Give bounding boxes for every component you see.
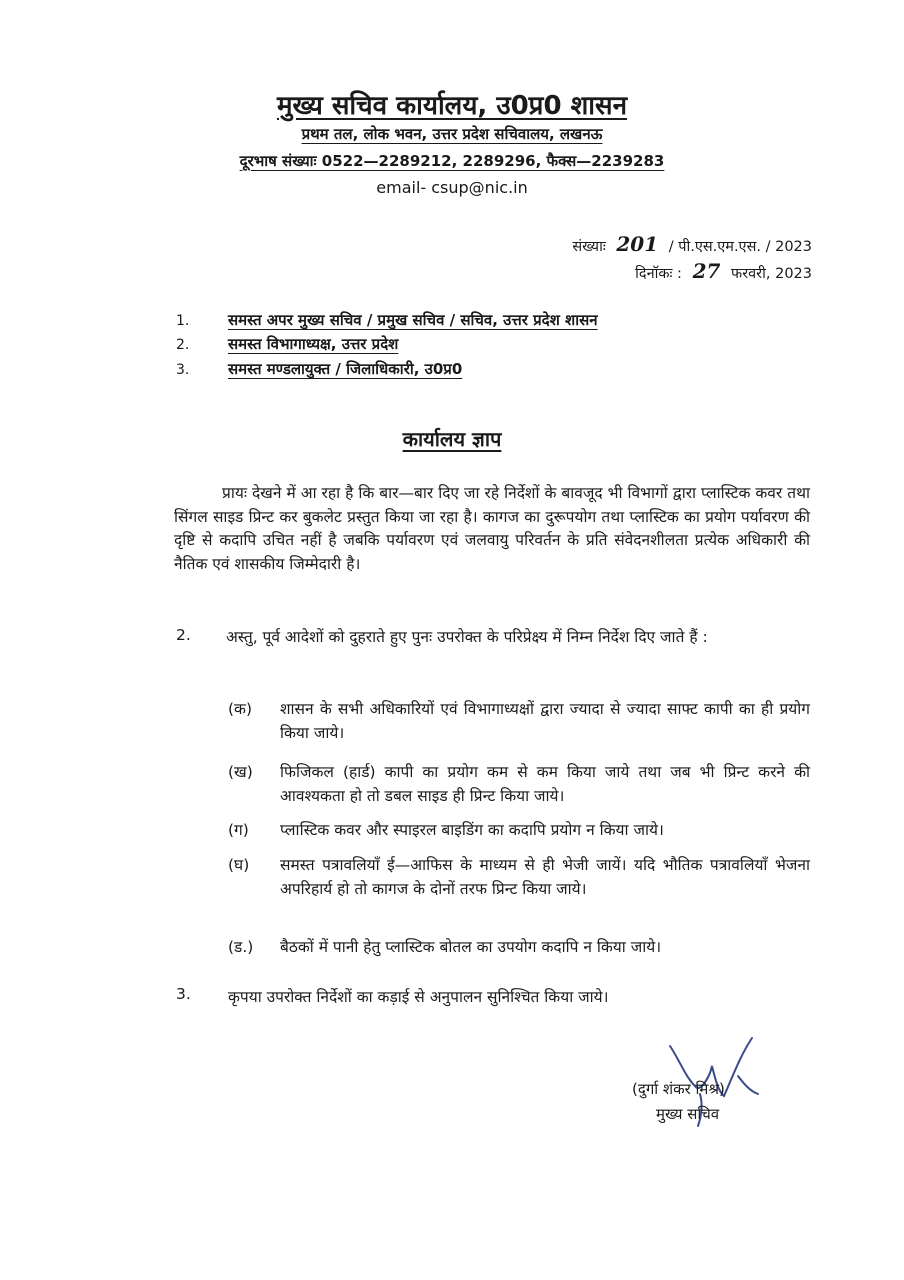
reference-number-handwritten: 201 (616, 232, 659, 256)
instruction-label: (क) (228, 700, 252, 718)
paragraph-2: अस्तु, पूर्व आदेशों को दुहराते हुए पुनः उपरोक्त के परिप्रेक्ष्य में निम्न निर्देश दिए जाते हैं : (226, 628, 708, 646)
signatory-name: (दुर्गा शंकर मिश्र) (632, 1080, 725, 1098)
office-address: प्रथम तल, लोक भवन, उत्तर प्रदेश सचिवालय, लखनऊ (301, 125, 603, 143)
paragraph-3: कृपया उपरोक्त निर्देशों का कड़ाई से अनुपालन सुनिश्चित किया जाये। (228, 988, 609, 1006)
reference-date (635, 259, 812, 283)
addressee-number: 1. (176, 313, 190, 329)
instruction-text: प्लास्टिक कवर और स्पाइरल बाइडिंग का कदापि प्रयोग न किया जाये। (280, 821, 664, 839)
instruction-label: (ड.) (228, 938, 254, 956)
signatory-designation: मुख्य सचिव (656, 1105, 720, 1123)
instruction-label: (घ) (228, 856, 250, 874)
paragraph-1: प्रायः देखने में आ रहा है कि बार—बार दिए जा रहे निर्देशों के बावजूद भी विभागों द्वारा प्लास्टिक कवर तथा सिंगल साइड प्रिन्ट कर बुकलेट प्रस्तुत किया जा रहा है। कागज का दुरूपयोग तथा प्लास्टिक का प्रयोग पर्यावरण की दृष्टि से कदापि उचित नहीं है जबकि पर्यावरण एवं जलवायु परिवर्तन के प्रति संवेदनशीलता प्रत्येक अधिकारी की नैतिक एवं शासकीय जिम्मेदारी है। (174, 484, 810, 573)
paragraph-2-number: 2. (176, 626, 191, 644)
reference-date-handwritten: 27 (692, 259, 721, 283)
reference-number-label: संख्याः (572, 239, 606, 255)
instruction-text: फिजिकल (हार्ड) कापी का प्रयोग कम से कम किया जाये तथा जब भी प्रिन्ट करने की आवश्यकता हो तो डबल साइड ही प्रिन्ट किया जाये। (280, 763, 810, 805)
addressee-number: 2. (176, 337, 190, 353)
addressee-text: समस्त मण्डलायुक्त / जिलाधिकारी, उ0प्र0 (228, 360, 463, 378)
office-email: email- csup@nic.in (376, 178, 528, 197)
instruction-label: (ग) (228, 821, 249, 839)
reference-number (572, 232, 812, 256)
reference-number-suffix: / पी.एस.एम.एस. / 2023 (668, 239, 812, 255)
instruction-text: समस्त पत्रावलियाँ ई—आफिस के माध्यम से ही भेजी जायें। यदि भौतिक पत्रावलियाँ भेजना अपरिहार्य हो तो कागज के दोनों तरफ प्रिन्ट किया जाये। (280, 856, 810, 898)
instruction-text: बैठकों में पानी हेतु प्लास्टिक बोतल का उपयोग कदापि न किया जाये। (280, 938, 662, 956)
addressee-text: समस्त विभागाध्यक्ष, उत्तर प्रदेश (228, 335, 399, 353)
memo-title: कार्यालय ज्ञाप (402, 427, 502, 451)
office-name: मुख्य सचिव कार्यालय, उ0प्र0 शासन (276, 91, 628, 121)
office-phone: दूरभाष संख्याः 0522—2289212, 2289296, फैक्स—2239283 (239, 152, 665, 170)
reference-date-suffix: फरवरी, 2023 (731, 266, 812, 282)
addressee-number: 3. (176, 362, 190, 378)
instruction-label: (ख) (228, 763, 253, 781)
paragraph-3-number: 3. (176, 985, 191, 1003)
instruction-text: शासन के सभी अधिकारियों एवं विभागाध्यक्षों द्वारा ज्यादा से ज्यादा साफ्ट कापी का ही प्रयोग किया जाये। (280, 700, 810, 742)
reference-date-label: दिनॉकः : (635, 266, 682, 282)
addressee-text: समस्त अपर मुख्य सचिव / प्रमुख सचिव / सचिव, उत्तर प्रदेश शासन (228, 311, 598, 329)
